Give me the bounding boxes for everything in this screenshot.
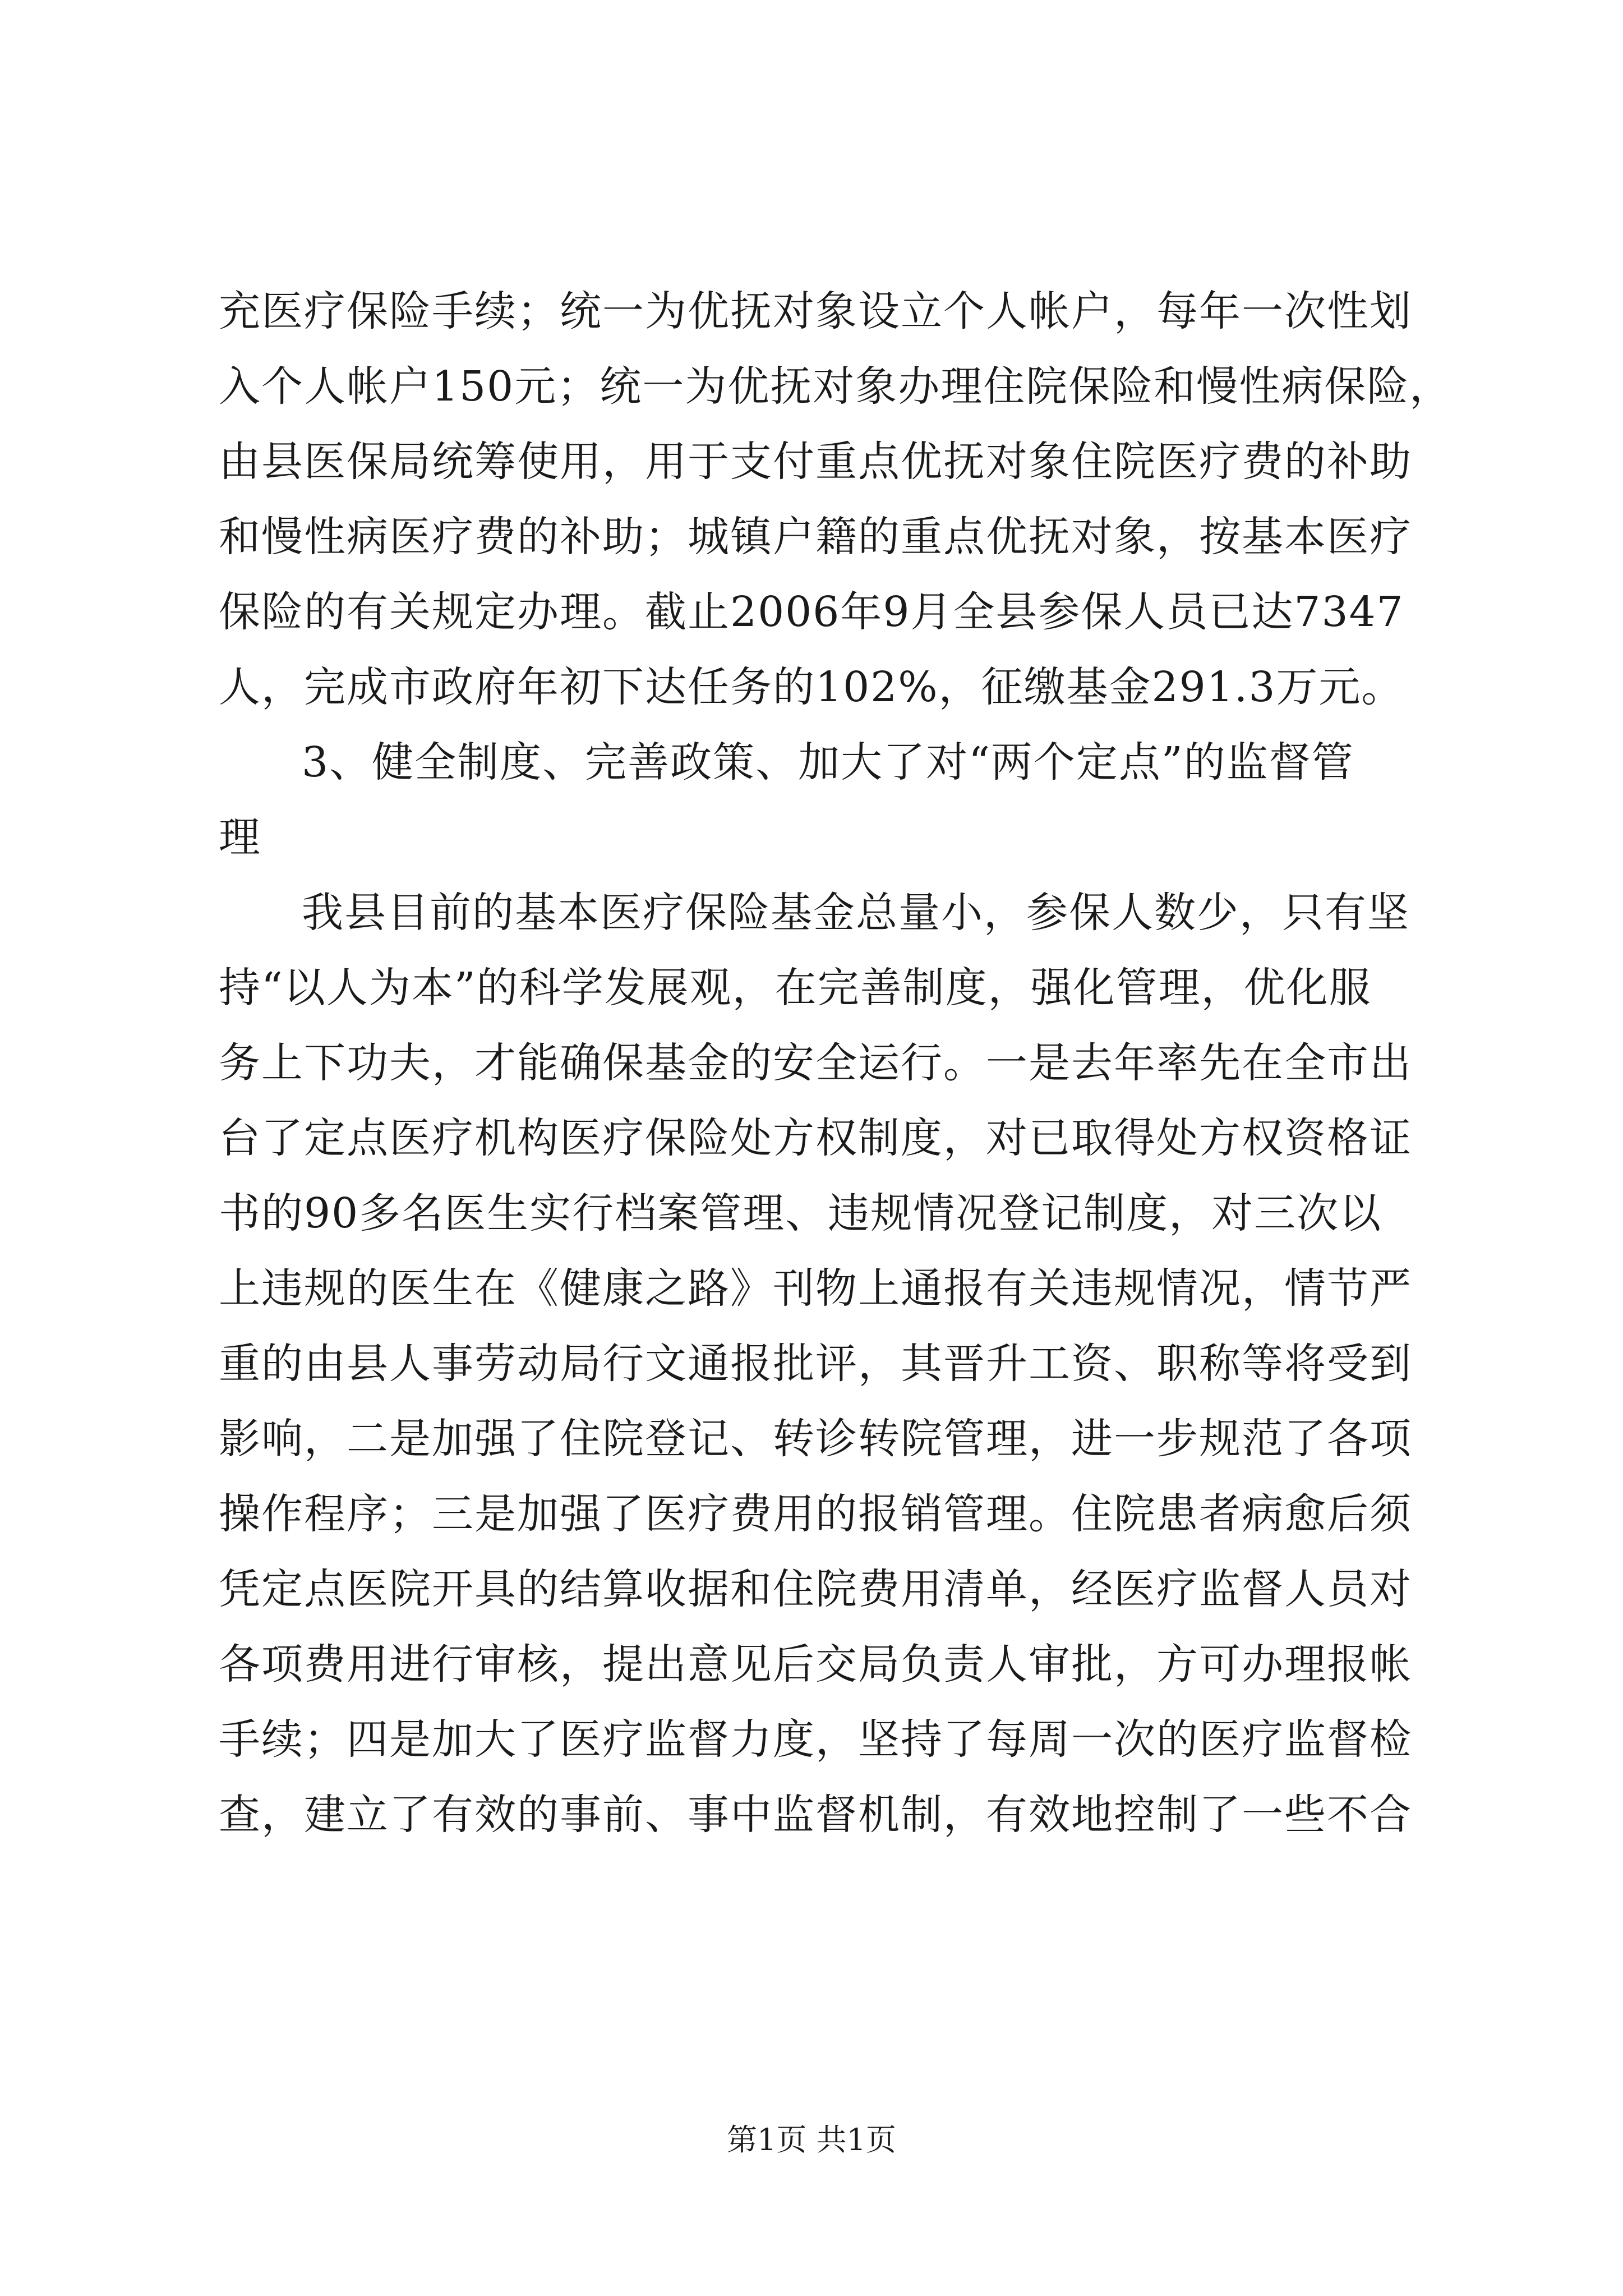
body-line: 务上下功夫，才能确保基金的安全运行。一是去年率先在全市出 [219, 1039, 1412, 1087]
body-line: 保险的有关规定办理。截止2006年9月全县参保人员已达7347 [219, 588, 1404, 636]
body-line: 手续；四是加大了医疗监督力度，坚持了每周一次的医疗监督检 [219, 1715, 1412, 1764]
body-line: 重的由县人事劳动局行文通报批评，其晋升工资、职称等将受到 [219, 1340, 1412, 1388]
body-line: 查，建立了有效的事前、事中监督机制，有效地控制了一些不合 [219, 1791, 1412, 1839]
document-body [219, 286, 1475, 1865]
body-line: 由县医保局统筹使用，用于支付重点优抚对象住院医疗费的补助 [219, 438, 1412, 486]
body-line: 我县目前的基本医疗保险基金总量小，参保人数少，只有坚 [302, 889, 1410, 937]
body-line: 凭定点医院开具的结算收据和住院费用清单，经医疗监督人员对 [219, 1565, 1412, 1613]
body-line: 人，完成市政府年初下达任务的102%，征缴基金291.3万元。 [219, 663, 1404, 711]
section-heading-line: 3、健全制度、完善政策、加大了对“两个定点”的监督管 [302, 738, 1354, 786]
body-line: 和慢性病医疗费的补助；城镇户籍的重点优抚对象，按基本医疗 [219, 513, 1412, 561]
body-line: 入个人帐户150元；统一为优抚对象办理住院保险和慢性病保险， [219, 362, 1453, 411]
section-heading-line: 理 [219, 813, 261, 862]
body-line: 持“以人为本”的科学发展观，在完善制度，强化管理，优化服 [219, 964, 1372, 1012]
page-number-label: 第1页 共1页 [727, 2122, 896, 2157]
body-line: 影响，二是加强了住院登记、转诊转院管理，进一步规范了各项 [219, 1415, 1412, 1463]
body-line: 台了定点医疗机构医疗保险处方权制度，对已取得处方权资格证 [219, 1114, 1412, 1162]
page-footer [0, 2120, 1623, 2160]
body-line: 充医疗保险手续；统一为优抚对象设立个人帐户，每年一次性划 [219, 287, 1412, 335]
body-line: 各项费用进行审核，提出意见后交局负责人审批，方可办理报帐 [219, 1640, 1412, 1688]
body-line: 操作程序；三是加强了医疗费用的报销管理。住院患者病愈后须 [219, 1490, 1412, 1538]
body-line: 书的90多名医生实行档案管理、违规情况登记制度，对三次以 [219, 1189, 1382, 1237]
body-line: 上违规的医生在《健康之路》刊物上通报有关违规情况，情节严 [219, 1264, 1412, 1313]
